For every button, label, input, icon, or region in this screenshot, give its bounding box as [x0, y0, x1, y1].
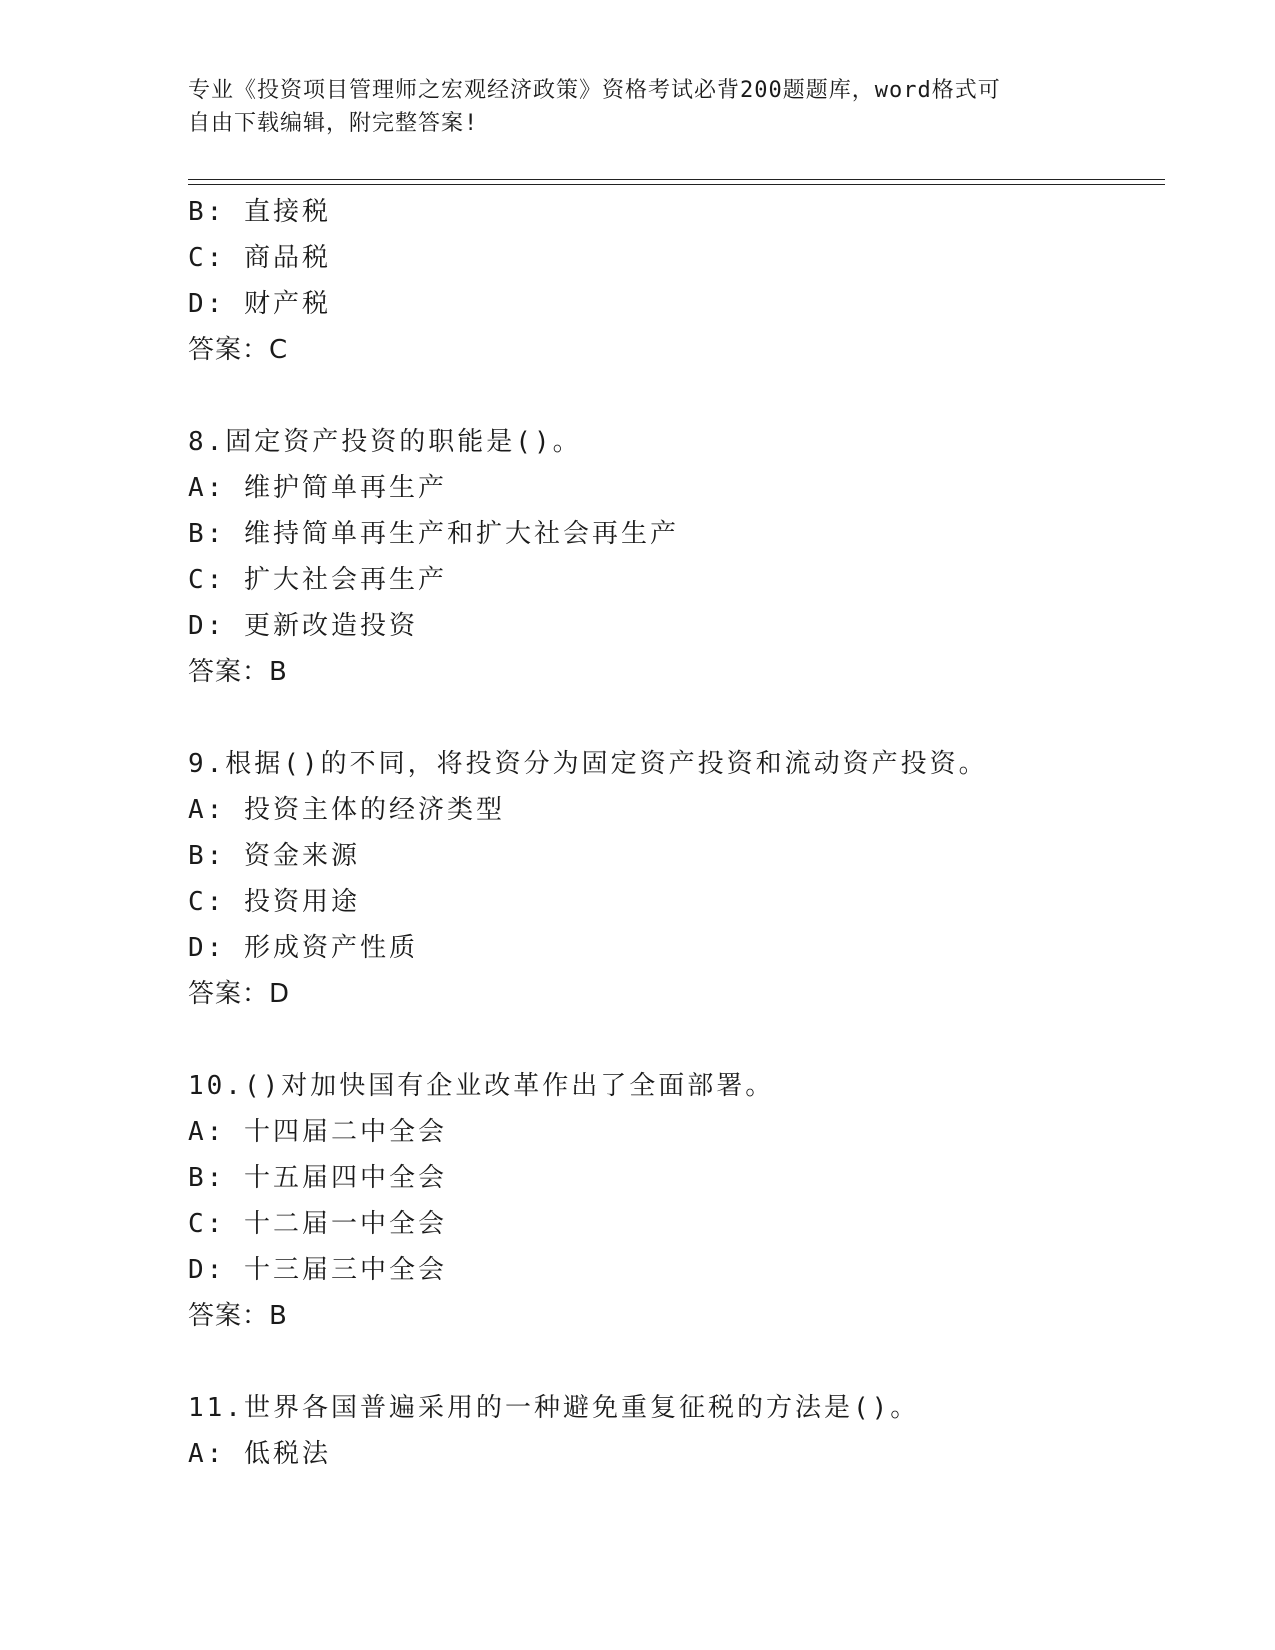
question-block-10 — [188, 1063, 1148, 1339]
question-list — [188, 189, 1148, 1477]
option-a: A: 十四届二中全会 — [188, 1117, 447, 1147]
answer-text: 答案：B — [188, 1301, 288, 1331]
question-block-prev — [188, 189, 1148, 373]
spacer — [188, 373, 1148, 419]
option-a: A: 投资主体的经济类型 — [188, 795, 505, 825]
option-d: D: 财产税 — [188, 289, 331, 319]
option-c: C: 商品税 — [188, 243, 331, 273]
option-a: A: 低税法 — [188, 1439, 331, 1469]
question-text: 11.世界各国普遍采用的一种避免重复征税的方法是()。 — [188, 1393, 920, 1423]
option-b: B: 资金来源 — [188, 841, 360, 871]
question-block-8 — [188, 419, 1148, 695]
document-header — [188, 74, 1088, 140]
answer-text: 答案：B — [188, 657, 288, 687]
header-divider-top — [188, 179, 1165, 180]
option-b: B: 直接税 — [188, 197, 331, 227]
option-d: D: 十三届三中全会 — [188, 1255, 447, 1285]
question-text: 9.根据()的不同，将投资分为固定资产投资和流动资产投资。 — [188, 749, 988, 779]
option-b: B: 十五届四中全会 — [188, 1163, 447, 1193]
answer-text: 答案：D — [188, 979, 291, 1009]
spacer — [188, 1339, 1148, 1385]
option-c: C: 投资用途 — [188, 887, 360, 917]
question-text: 10.()对加快国有企业改革作出了全面部署。 — [188, 1071, 775, 1101]
option-c: C: 扩大社会再生产 — [188, 565, 447, 595]
question-block-9 — [188, 741, 1148, 1017]
answer-text: 答案：C — [188, 335, 289, 365]
question-block-11 — [188, 1385, 1148, 1477]
option-b: B: 维持简单再生产和扩大社会再生产 — [188, 519, 679, 549]
option-a: A: 维护简单再生产 — [188, 473, 447, 503]
header-title-line-1: 专业《投资项目管理师之宏观经济政策》资格考试必背200题题库，word格式可 — [188, 78, 1001, 103]
spacer — [188, 695, 1148, 741]
question-text: 8.固定资产投资的职能是()。 — [188, 427, 582, 457]
header-divider-bottom — [188, 184, 1165, 185]
header-title-line-2: 自由下载编辑，附完整答案! — [188, 111, 479, 136]
option-d: D: 形成资产性质 — [188, 933, 418, 963]
spacer — [188, 1017, 1148, 1063]
option-d: D: 更新改造投资 — [188, 611, 418, 641]
option-c: C: 十二届一中全会 — [188, 1209, 447, 1239]
